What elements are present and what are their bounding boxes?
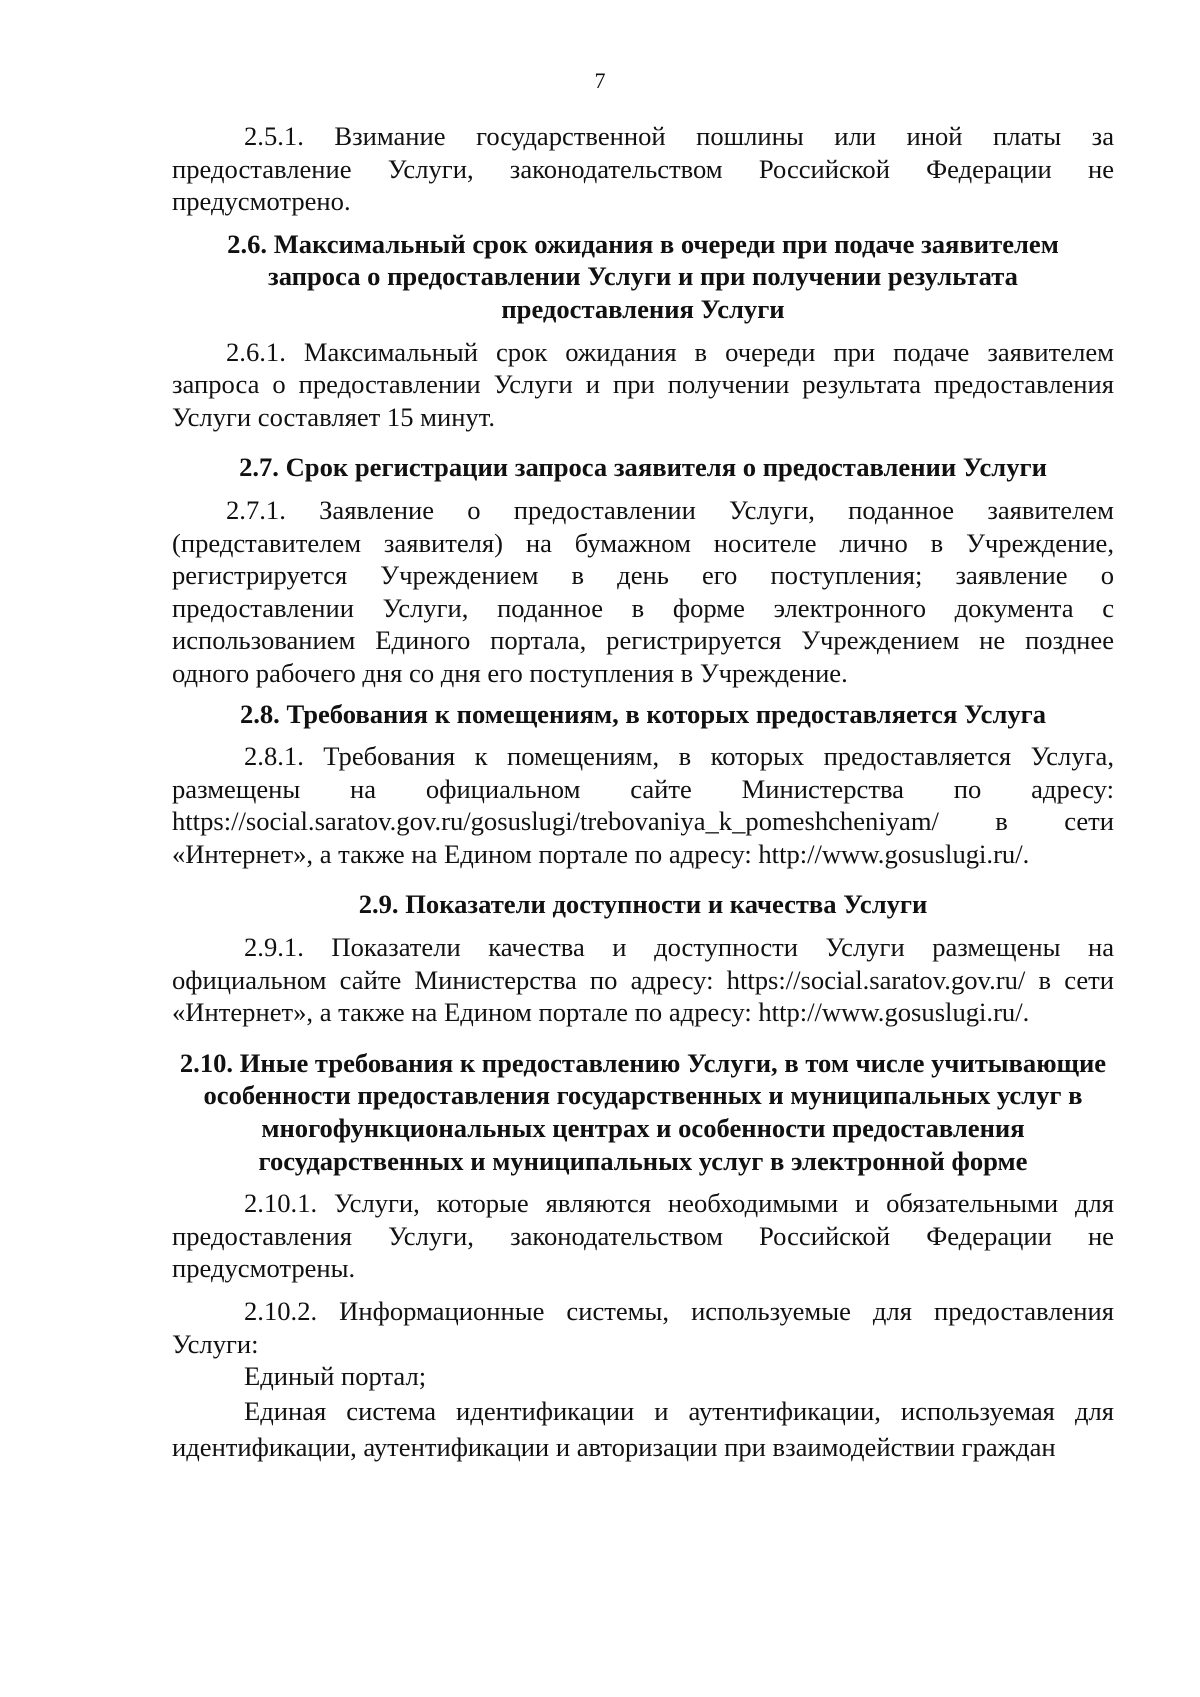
heading-2-9: 2.9. Показатели доступности и качества Услуги	[358, 889, 928, 920]
paragraph-2-8-1-line-4: «Интернет», а также на Едином портале по адресу: http://www.gosuslugi.ru/.	[172, 838, 1030, 869]
paragraph-2-10-2: 2.10.2. Информационные системы, используемые для предоставления Услуги:	[172, 1296, 1114, 1359]
paragraph-2-10-1: 2.10.1. Услуги, которые являются необходимыми и обязательными для предоставления Услуги, законодательством Российской Федерации не предусмотрены.	[172, 1188, 1114, 1284]
heading-2-8: 2.8. Требования к помещениям, в которых предоставляется Услуга	[239, 698, 1047, 729]
heading-2-7: 2.7. Срок регистрации запроса заявителя о предоставлении Услуги	[239, 452, 1047, 483]
heading-2-6: 2.6. Максимальный срок ожидания в очереди при подаче заявителем запроса о предоставлении Услуги и при получении результата предоставления Услуги	[227, 228, 1059, 324]
paragraph-2-8-1	[172, 740, 1114, 870]
paragraph-2-9-1: 2.9.1. Показатели качества и доступности Услуги размещены на официальном сайте Министерства по адресу: https://social.saratov.gov.ru/ в сети «Интернет», а также на Едином портале по адресу: http://www.gosuslugi.ru/.	[172, 932, 1114, 1028]
paragraph-2-8-1-line-3	[172, 805, 1114, 838]
paragraph-esia: Единая система идентификации и аутентификации, используемая для идентификации, аутентификации и авторизации при взаимодействии граждан	[172, 1395, 1114, 1462]
page-number: 7	[594, 68, 606, 93]
paragraph-single-portal: Единый портал;	[244, 1361, 427, 1392]
paragraph-2-8-1-line-1: 2.8.1. Требования к помещениям, в которых предоставляется Услуга,	[244, 741, 1114, 772]
document-body	[172, 120, 1114, 1465]
paragraph-2-8-1-line-3-tail: в сети	[995, 806, 1114, 837]
paragraph-2-7-1: 2.7.1. Заявление о предоставлении Услуги, поданное заявителем (представителем заявителя) на бумажном носителе лично в Учреждение, регистрируется Учреждением в день его поступления; заявление о предоставлении Услуги, поданное в форме электронного документа с использованием Единого портала, регистрируется Учреждением не позднее одного рабочего дня со дня его поступления в Учреждение.	[172, 494, 1114, 688]
requirements-url[interactable]: https://social.saratov.gov.ru/gosuslugi/trebovaniya_k_pomeshcheniyam/	[172, 806, 939, 837]
paragraph-2-5-1: 2.5.1. Взимание государственной пошлины или иной платы за предоставление Услуги, законодательством Российской Федерации не предусмотрено.	[172, 121, 1114, 217]
heading-2-10: 2.10. Иные требования к предоставлению Услуги, в том числе учитывающие особенности предоставления государственных и муниципальных услуг в многофункциональных центрах и особенности предоставления государственных и муниципальных услуг в электронной форме	[179, 1047, 1107, 1176]
paragraph-2-8-1-line-2: размещены на официальном сайте Министерства по адресу:	[172, 773, 1114, 804]
paragraph-2-6-1: 2.6.1. Максимальный срок ожидания в очереди при подаче заявителем запроса о предоставлении Услуги и при получении результата предоставления Услуги составляет 15 минут.	[172, 336, 1114, 432]
